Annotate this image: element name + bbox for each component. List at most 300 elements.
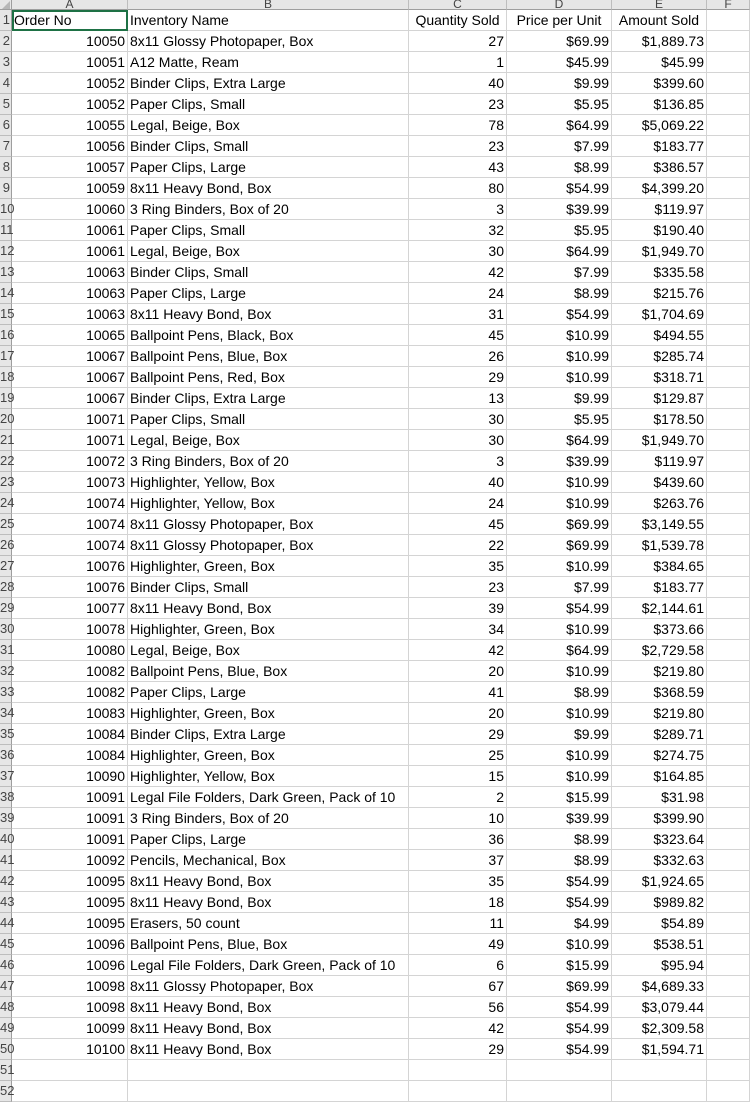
cell-amount-sold[interactable]: $289.71 (612, 724, 707, 745)
cell-order-no[interactable]: 10091 (12, 808, 128, 829)
row-header[interactable]: 47 (0, 976, 12, 997)
cell-order-no[interactable]: 10096 (12, 934, 128, 955)
cell-inventory-name[interactable]: 3 Ring Binders, Box of 20 (128, 808, 409, 829)
cell-quantity-sold[interactable]: 3 (409, 451, 507, 472)
row-header[interactable]: 23 (0, 472, 12, 493)
cell-price-per-unit[interactable]: $9.99 (507, 388, 612, 409)
row-header[interactable]: 31 (0, 640, 12, 661)
cell-quantity-sold[interactable]: 20 (409, 661, 507, 682)
header-cell-inventory-name[interactable]: Inventory Name (128, 10, 409, 31)
row-header[interactable]: 28 (0, 577, 12, 598)
cell-quantity-sold[interactable]: 49 (409, 934, 507, 955)
cell-order-no[interactable]: 10060 (12, 199, 128, 220)
cell-price-per-unit[interactable]: $7.99 (507, 262, 612, 283)
cell-quantity-sold[interactable]: 25 (409, 745, 507, 766)
cell[interactable] (707, 955, 750, 976)
cell-amount-sold[interactable]: $54.89 (612, 913, 707, 934)
cell-inventory-name[interactable]: Paper Clips, Large (128, 829, 409, 850)
column-header-e[interactable]: E (612, 0, 707, 10)
column-header-d[interactable]: D (507, 0, 612, 10)
cell-quantity-sold[interactable]: 35 (409, 556, 507, 577)
cell[interactable] (707, 850, 750, 871)
row-header[interactable]: 48 (0, 997, 12, 1018)
cell-quantity-sold[interactable]: 18 (409, 892, 507, 913)
cell-quantity-sold[interactable]: 40 (409, 73, 507, 94)
cell[interactable] (707, 409, 750, 430)
row-header[interactable]: 11 (0, 220, 12, 241)
cell-inventory-name[interactable]: Legal, Beige, Box (128, 241, 409, 262)
cell-quantity-sold[interactable]: 6 (409, 955, 507, 976)
cell-price-per-unit[interactable]: $54.99 (507, 1018, 612, 1039)
cell-order-no[interactable]: 10077 (12, 598, 128, 619)
cell-quantity-sold[interactable] (409, 1060, 507, 1081)
cell-price-per-unit[interactable]: $7.99 (507, 577, 612, 598)
cell-inventory-name[interactable]: Binder Clips, Small (128, 262, 409, 283)
cell[interactable] (707, 304, 750, 325)
cell-inventory-name[interactable]: 8x11 Heavy Bond, Box (128, 892, 409, 913)
cell-inventory-name[interactable]: 8x11 Heavy Bond, Box (128, 997, 409, 1018)
cell-inventory-name[interactable]: 8x11 Heavy Bond, Box (128, 304, 409, 325)
row-header[interactable]: 21 (0, 430, 12, 451)
cell-order-no[interactable]: 10063 (12, 283, 128, 304)
cell-price-per-unit[interactable]: $10.99 (507, 556, 612, 577)
cell-amount-sold[interactable]: $323.64 (612, 829, 707, 850)
cell-inventory-name[interactable]: Binder Clips, Extra Large (128, 388, 409, 409)
header-cell-amount-sold[interactable]: Amount Sold (612, 10, 707, 31)
row-header[interactable]: 51 (0, 1060, 12, 1081)
row-header[interactable]: 41 (0, 850, 12, 871)
cell-amount-sold[interactable]: $4,399.20 (612, 178, 707, 199)
cell[interactable] (707, 976, 750, 997)
cell-amount-sold[interactable]: $183.77 (612, 136, 707, 157)
cell-order-no[interactable]: 10057 (12, 157, 128, 178)
cell[interactable] (707, 94, 750, 115)
cell-order-no[interactable]: 10084 (12, 724, 128, 745)
cell-order-no[interactable]: 10100 (12, 1039, 128, 1060)
cell[interactable] (707, 1081, 750, 1102)
cell-quantity-sold[interactable]: 1 (409, 52, 507, 73)
cell-quantity-sold[interactable]: 11 (409, 913, 507, 934)
cell-quantity-sold[interactable]: 29 (409, 724, 507, 745)
cell[interactable] (707, 997, 750, 1018)
row-header[interactable]: 12 (0, 241, 12, 262)
cell-amount-sold[interactable]: $384.65 (612, 556, 707, 577)
cell-inventory-name[interactable]: Highlighter, Green, Box (128, 619, 409, 640)
cell[interactable] (707, 682, 750, 703)
cell-price-per-unit[interactable]: $8.99 (507, 157, 612, 178)
cell-order-no[interactable]: 10078 (12, 619, 128, 640)
cell-order-no[interactable]: 10051 (12, 52, 128, 73)
row-header[interactable]: 38 (0, 787, 12, 808)
cell-amount-sold[interactable]: $494.55 (612, 325, 707, 346)
cell-amount-sold[interactable]: $368.59 (612, 682, 707, 703)
cell-quantity-sold[interactable]: 10 (409, 808, 507, 829)
cell-price-per-unit[interactable]: $8.99 (507, 850, 612, 871)
cell-inventory-name[interactable]: Ballpoint Pens, Blue, Box (128, 934, 409, 955)
cell[interactable] (707, 640, 750, 661)
cell-order-no[interactable]: 10056 (12, 136, 128, 157)
cell-amount-sold[interactable]: $31.98 (612, 787, 707, 808)
cell-order-no[interactable]: 10076 (12, 577, 128, 598)
cell-amount-sold[interactable]: $190.40 (612, 220, 707, 241)
row-header[interactable]: 42 (0, 871, 12, 892)
cell-quantity-sold[interactable]: 41 (409, 682, 507, 703)
row-header[interactable]: 32 (0, 661, 12, 682)
cell-quantity-sold[interactable]: 15 (409, 766, 507, 787)
cell-inventory-name[interactable]: 8x11 Heavy Bond, Box (128, 1039, 409, 1060)
row-header[interactable]: 7 (0, 136, 12, 157)
cell-price-per-unit[interactable]: $64.99 (507, 640, 612, 661)
cell-quantity-sold[interactable]: 39 (409, 598, 507, 619)
row-header[interactable]: 20 (0, 409, 12, 430)
cell[interactable] (707, 1060, 750, 1081)
cell-order-no[interactable]: 10059 (12, 178, 128, 199)
cell-inventory-name[interactable]: 8x11 Heavy Bond, Box (128, 178, 409, 199)
row-header[interactable]: 30 (0, 619, 12, 640)
cell-order-no[interactable]: 10071 (12, 409, 128, 430)
row-header[interactable]: 52 (0, 1081, 12, 1102)
cell-amount-sold[interactable] (612, 1060, 707, 1081)
cell-inventory-name[interactable]: Highlighter, Green, Box (128, 703, 409, 724)
cell[interactable] (707, 619, 750, 640)
cell-quantity-sold[interactable]: 29 (409, 367, 507, 388)
cell-quantity-sold[interactable]: 42 (409, 640, 507, 661)
cell-quantity-sold[interactable]: 56 (409, 997, 507, 1018)
cell-price-per-unit[interactable]: $8.99 (507, 682, 612, 703)
cell[interactable] (707, 661, 750, 682)
cell-price-per-unit[interactable]: $54.99 (507, 1039, 612, 1060)
cell-amount-sold[interactable]: $1,949.70 (612, 430, 707, 451)
cell-price-per-unit[interactable]: $54.99 (507, 178, 612, 199)
cell-amount-sold[interactable]: $1,924.65 (612, 871, 707, 892)
cell-order-no[interactable]: 10082 (12, 661, 128, 682)
cell-inventory-name[interactable]: Binder Clips, Extra Large (128, 73, 409, 94)
cell-price-per-unit[interactable]: $15.99 (507, 787, 612, 808)
cell-order-no[interactable]: 10063 (12, 304, 128, 325)
row-header[interactable]: 40 (0, 829, 12, 850)
cell-price-per-unit[interactable]: $54.99 (507, 997, 612, 1018)
cell-amount-sold[interactable]: $119.97 (612, 199, 707, 220)
cell-inventory-name[interactable]: Paper Clips, Small (128, 94, 409, 115)
cell[interactable] (707, 367, 750, 388)
cell-inventory-name[interactable]: Ballpoint Pens, Blue, Box (128, 346, 409, 367)
cell-quantity-sold[interactable]: 40 (409, 472, 507, 493)
cell-quantity-sold[interactable]: 24 (409, 283, 507, 304)
cell-quantity-sold[interactable]: 22 (409, 535, 507, 556)
column-header-a[interactable]: A (12, 0, 128, 10)
cell-amount-sold[interactable]: $399.90 (612, 808, 707, 829)
cell-inventory-name[interactable]: Paper Clips, Small (128, 409, 409, 430)
row-header[interactable]: 25 (0, 514, 12, 535)
cell-quantity-sold[interactable]: 45 (409, 325, 507, 346)
row-header[interactable]: 39 (0, 808, 12, 829)
row-header[interactable]: 33 (0, 682, 12, 703)
cell[interactable] (707, 115, 750, 136)
cell-price-per-unit[interactable]: $5.95 (507, 220, 612, 241)
row-header[interactable]: 49 (0, 1018, 12, 1039)
cell-quantity-sold[interactable]: 42 (409, 1018, 507, 1039)
row-header[interactable]: 3 (0, 52, 12, 73)
cell[interactable] (707, 157, 750, 178)
header-cell-quantity-sold[interactable]: Quantity Sold (409, 10, 507, 31)
cell-amount-sold[interactable]: $439.60 (612, 472, 707, 493)
cell-inventory-name[interactable]: Ballpoint Pens, Blue, Box (128, 661, 409, 682)
cell-quantity-sold[interactable]: 3 (409, 199, 507, 220)
cell-inventory-name[interactable]: Highlighter, Yellow, Box (128, 766, 409, 787)
cell-price-per-unit[interactable]: $54.99 (507, 871, 612, 892)
cell-inventory-name[interactable]: 3 Ring Binders, Box of 20 (128, 199, 409, 220)
cell-order-no[interactable]: 10095 (12, 871, 128, 892)
row-header[interactable]: 19 (0, 388, 12, 409)
cell-price-per-unit[interactable]: $10.99 (507, 934, 612, 955)
cell-quantity-sold[interactable]: 37 (409, 850, 507, 871)
header-cell-order-no[interactable]: Order No (12, 10, 128, 31)
cell-inventory-name[interactable]: Legal, Beige, Box (128, 115, 409, 136)
cell-order-no[interactable]: 10065 (12, 325, 128, 346)
cell-amount-sold[interactable]: $332.63 (612, 850, 707, 871)
cell-order-no[interactable]: 10074 (12, 493, 128, 514)
cell-price-per-unit[interactable]: $10.99 (507, 346, 612, 367)
cell-order-no[interactable]: 10061 (12, 241, 128, 262)
cell-inventory-name[interactable]: 8x11 Glossy Photopaper, Box (128, 535, 409, 556)
cell-amount-sold[interactable]: $119.97 (612, 451, 707, 472)
row-header[interactable]: 16 (0, 325, 12, 346)
cell[interactable] (707, 703, 750, 724)
cell-price-per-unit[interactable]: $9.99 (507, 73, 612, 94)
cell-amount-sold[interactable]: $5,069.22 (612, 115, 707, 136)
cell-amount-sold[interactable]: $285.74 (612, 346, 707, 367)
cell-amount-sold[interactable]: $95.94 (612, 955, 707, 976)
cell[interactable] (707, 598, 750, 619)
row-header[interactable]: 44 (0, 913, 12, 934)
cell[interactable] (707, 199, 750, 220)
cell-quantity-sold[interactable]: 23 (409, 94, 507, 115)
cell-inventory-name[interactable]: 8x11 Heavy Bond, Box (128, 1018, 409, 1039)
cell-inventory-name[interactable]: 8x11 Heavy Bond, Box (128, 598, 409, 619)
cell[interactable] (707, 1018, 750, 1039)
cell-order-no[interactable]: 10073 (12, 472, 128, 493)
cell-inventory-name[interactable]: Paper Clips, Large (128, 157, 409, 178)
cell-quantity-sold[interactable] (409, 1081, 507, 1102)
cell-inventory-name[interactable]: Legal File Folders, Dark Green, Pack of 10 (128, 787, 409, 808)
cell-price-per-unit[interactable]: $64.99 (507, 115, 612, 136)
cell-order-no[interactable]: 10082 (12, 682, 128, 703)
cell-order-no[interactable]: 10067 (12, 346, 128, 367)
cell-quantity-sold[interactable]: 30 (409, 241, 507, 262)
cell-order-no[interactable]: 10095 (12, 913, 128, 934)
cell-price-per-unit[interactable]: $10.99 (507, 472, 612, 493)
cell-order-no[interactable]: 10052 (12, 94, 128, 115)
cell-inventory-name[interactable]: 3 Ring Binders, Box of 20 (128, 451, 409, 472)
cell-inventory-name[interactable]: Paper Clips, Small (128, 220, 409, 241)
cell-order-no[interactable] (12, 1060, 128, 1081)
row-header[interactable]: 2 (0, 31, 12, 52)
row-header[interactable]: 27 (0, 556, 12, 577)
cell-inventory-name[interactable]: Paper Clips, Large (128, 682, 409, 703)
cell-order-no[interactable]: 10061 (12, 220, 128, 241)
cell-order-no[interactable]: 10098 (12, 976, 128, 997)
row-header[interactable]: 5 (0, 94, 12, 115)
cell-quantity-sold[interactable]: 23 (409, 136, 507, 157)
cell-price-per-unit[interactable]: $15.99 (507, 955, 612, 976)
cell-order-no[interactable]: 10091 (12, 787, 128, 808)
cell-order-no[interactable]: 10074 (12, 514, 128, 535)
cell-quantity-sold[interactable]: 24 (409, 493, 507, 514)
cell-quantity-sold[interactable]: 78 (409, 115, 507, 136)
cell[interactable] (707, 892, 750, 913)
cell-amount-sold[interactable]: $1,704.69 (612, 304, 707, 325)
cell-price-per-unit[interactable]: $7.99 (507, 136, 612, 157)
cell-inventory-name[interactable]: Pencils, Mechanical, Box (128, 850, 409, 871)
cell-amount-sold[interactable]: $1,889.73 (612, 31, 707, 52)
cell-inventory-name[interactable]: 8x11 Glossy Photopaper, Box (128, 31, 409, 52)
cell-order-no[interactable]: 10076 (12, 556, 128, 577)
cell-price-per-unit[interactable]: $64.99 (507, 430, 612, 451)
header-cell-price-per-unit[interactable]: Price per Unit (507, 10, 612, 31)
cell-price-per-unit[interactable]: $10.99 (507, 766, 612, 787)
cell-price-per-unit[interactable]: $69.99 (507, 976, 612, 997)
row-header[interactable]: 29 (0, 598, 12, 619)
cell-amount-sold[interactable]: $4,689.33 (612, 976, 707, 997)
cell-price-per-unit[interactable] (507, 1060, 612, 1081)
cell[interactable] (707, 262, 750, 283)
cell-quantity-sold[interactable]: 35 (409, 871, 507, 892)
cell[interactable] (707, 934, 750, 955)
cell-quantity-sold[interactable]: 34 (409, 619, 507, 640)
cell-amount-sold[interactable]: $373.66 (612, 619, 707, 640)
cell-inventory-name[interactable]: Ballpoint Pens, Red, Box (128, 367, 409, 388)
cell-quantity-sold[interactable]: 27 (409, 31, 507, 52)
cell-amount-sold[interactable]: $274.75 (612, 745, 707, 766)
cell[interactable] (707, 283, 750, 304)
cell-amount-sold[interactable]: $2,144.61 (612, 598, 707, 619)
cell-inventory-name[interactable]: Binder Clips, Small (128, 136, 409, 157)
cell-amount-sold[interactable]: $136.85 (612, 94, 707, 115)
row-header[interactable]: 18 (0, 367, 12, 388)
cell[interactable] (707, 346, 750, 367)
cell[interactable] (707, 577, 750, 598)
cell[interactable] (707, 178, 750, 199)
cell-amount-sold[interactable]: $178.50 (612, 409, 707, 430)
row-header[interactable]: 9 (0, 178, 12, 199)
cell-order-no[interactable]: 10080 (12, 640, 128, 661)
cell-amount-sold[interactable]: $129.87 (612, 388, 707, 409)
cell-price-per-unit[interactable]: $9.99 (507, 724, 612, 745)
row-header[interactable]: 50 (0, 1039, 12, 1060)
column-header-f[interactable]: F (707, 0, 750, 10)
cell-quantity-sold[interactable]: 29 (409, 1039, 507, 1060)
cell-amount-sold[interactable]: $335.58 (612, 262, 707, 283)
cell-inventory-name[interactable]: Paper Clips, Large (128, 283, 409, 304)
cell-price-per-unit[interactable]: $39.99 (507, 199, 612, 220)
cell[interactable] (707, 514, 750, 535)
cell-amount-sold[interactable]: $215.76 (612, 283, 707, 304)
cell[interactable] (707, 493, 750, 514)
cell[interactable] (707, 325, 750, 346)
cell-price-per-unit[interactable]: $10.99 (507, 325, 612, 346)
cell-price-per-unit[interactable]: $10.99 (507, 703, 612, 724)
cell-order-no[interactable]: 10063 (12, 262, 128, 283)
cell-inventory-name[interactable]: Legal File Folders, Dark Green, Pack of 10 (128, 955, 409, 976)
cell[interactable] (707, 136, 750, 157)
cell-inventory-name[interactable]: 8x11 Glossy Photopaper, Box (128, 514, 409, 535)
cell-order-no[interactable]: 10072 (12, 451, 128, 472)
cell[interactable] (707, 535, 750, 556)
cell-inventory-name[interactable]: Legal, Beige, Box (128, 640, 409, 661)
cell[interactable] (707, 73, 750, 94)
row-header[interactable]: 34 (0, 703, 12, 724)
cell-quantity-sold[interactable]: 30 (409, 430, 507, 451)
row-header[interactable]: 37 (0, 766, 12, 787)
select-all-corner[interactable] (0, 0, 12, 10)
cell[interactable] (707, 766, 750, 787)
cell-amount-sold[interactable]: $1,949.70 (612, 241, 707, 262)
cell-order-no[interactable]: 10099 (12, 1018, 128, 1039)
cell-inventory-name[interactable]: Binder Clips, Small (128, 577, 409, 598)
cell-inventory-name[interactable]: Highlighter, Green, Box (128, 745, 409, 766)
cell[interactable] (707, 451, 750, 472)
cell-quantity-sold[interactable]: 80 (409, 178, 507, 199)
cell-price-per-unit[interactable]: $10.99 (507, 745, 612, 766)
cell-inventory-name[interactable] (128, 1081, 409, 1102)
cell-quantity-sold[interactable]: 2 (409, 787, 507, 808)
cell-inventory-name[interactable]: 8x11 Heavy Bond, Box (128, 871, 409, 892)
cell-order-no[interactable]: 10052 (12, 73, 128, 94)
cell-inventory-name[interactable]: Highlighter, Yellow, Box (128, 472, 409, 493)
cell-amount-sold[interactable]: $538.51 (612, 934, 707, 955)
cell-order-no[interactable]: 10055 (12, 115, 128, 136)
cell-order-no[interactable]: 10092 (12, 850, 128, 871)
cell[interactable] (707, 913, 750, 934)
column-header-c[interactable]: C (409, 0, 507, 10)
cell-price-per-unit[interactable]: $54.99 (507, 304, 612, 325)
cell-price-per-unit[interactable]: $8.99 (507, 283, 612, 304)
cell-inventory-name[interactable]: Erasers, 50 count (128, 913, 409, 934)
cell-price-per-unit[interactable]: $10.99 (507, 367, 612, 388)
cell[interactable] (707, 787, 750, 808)
row-header[interactable]: 6 (0, 115, 12, 136)
cell-quantity-sold[interactable]: 42 (409, 262, 507, 283)
cell-price-per-unit[interactable]: $45.99 (507, 52, 612, 73)
cell-amount-sold[interactable]: $989.82 (612, 892, 707, 913)
row-header[interactable]: 46 (0, 955, 12, 976)
row-header[interactable]: 8 (0, 157, 12, 178)
cell-amount-sold[interactable]: $1,539.78 (612, 535, 707, 556)
row-header[interactable]: 35 (0, 724, 12, 745)
cell-amount-sold[interactable]: $164.85 (612, 766, 707, 787)
cell-amount-sold[interactable]: $219.80 (612, 703, 707, 724)
row-header[interactable]: 43 (0, 892, 12, 913)
cell-price-per-unit[interactable]: $10.99 (507, 619, 612, 640)
cell-price-per-unit[interactable]: $5.95 (507, 409, 612, 430)
cell-inventory-name[interactable]: Binder Clips, Extra Large (128, 724, 409, 745)
cell[interactable] (707, 388, 750, 409)
cell-quantity-sold[interactable]: 26 (409, 346, 507, 367)
cell-quantity-sold[interactable]: 31 (409, 304, 507, 325)
cell-inventory-name[interactable]: Highlighter, Yellow, Box (128, 493, 409, 514)
cell-quantity-sold[interactable]: 67 (409, 976, 507, 997)
cell-order-no[interactable]: 10083 (12, 703, 128, 724)
cell-order-no[interactable]: 10071 (12, 430, 128, 451)
cell-order-no[interactable]: 10084 (12, 745, 128, 766)
row-header[interactable]: 14 (0, 283, 12, 304)
cell-inventory-name[interactable]: Legal, Beige, Box (128, 430, 409, 451)
cell-quantity-sold[interactable]: 43 (409, 157, 507, 178)
cell-price-per-unit[interactable]: $54.99 (507, 598, 612, 619)
cell-amount-sold[interactable]: $2,729.58 (612, 640, 707, 661)
cell-amount-sold[interactable]: $399.60 (612, 73, 707, 94)
cell-price-per-unit[interactable]: $10.99 (507, 493, 612, 514)
